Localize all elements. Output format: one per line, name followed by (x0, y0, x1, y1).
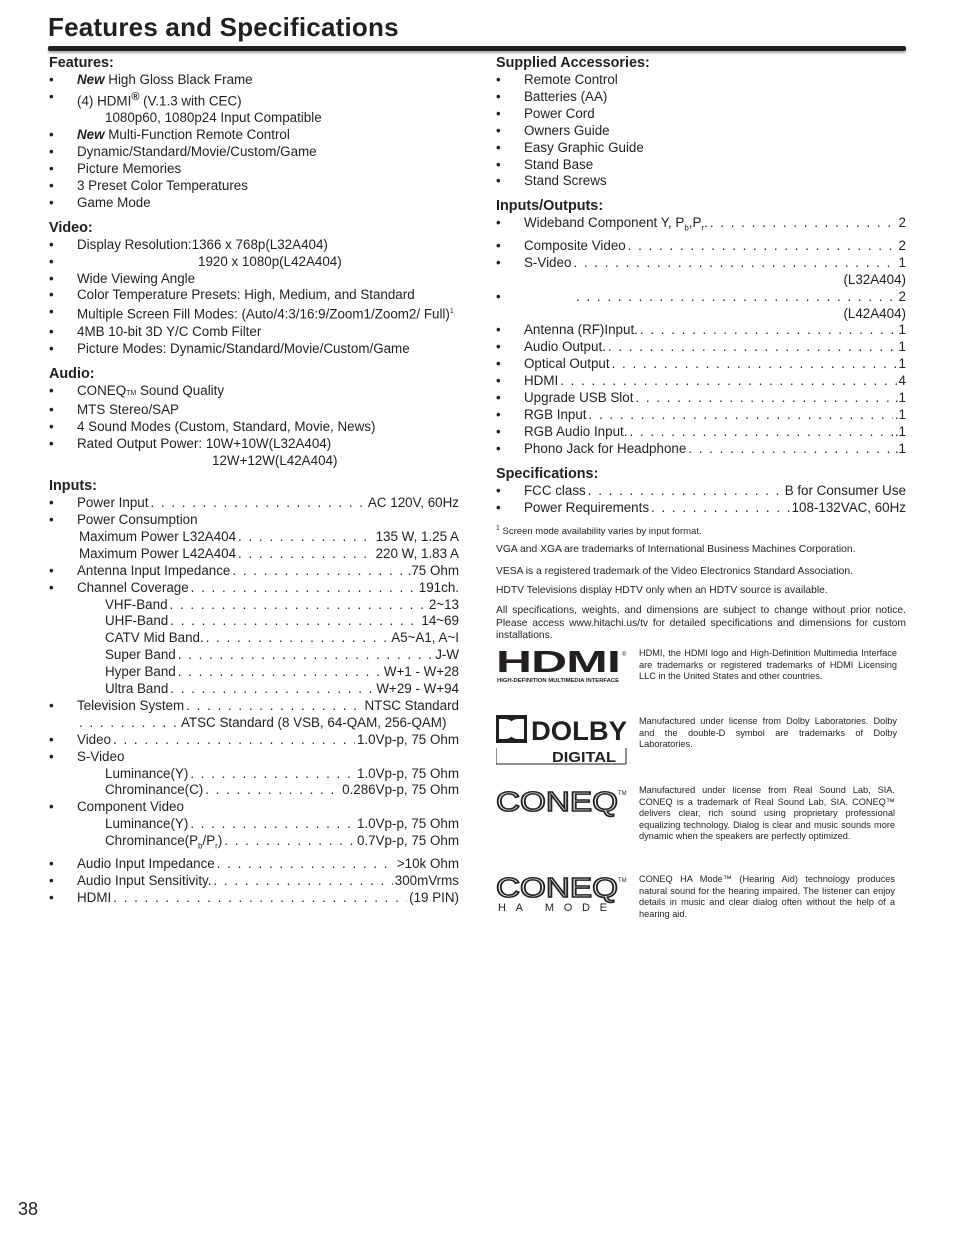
list-item: • CONEQTM Sound Quality (49, 382, 225, 398)
list-item: • 1920 x 1080p(L42A404) (49, 253, 342, 269)
list-item: • New High Gloss Black Frame (49, 72, 253, 87)
list-item: • Picture Modes: Dynamic/Standard/Movie/Custom/Game (49, 340, 410, 356)
list-item: • Easy Graphic Guide (496, 139, 644, 155)
spec-row: • Upgrade USB Slot . . . .1 (496, 390, 906, 407)
spec-row: Maximum Power L42A404 . . . 220 W, 1.83 A (49, 546, 459, 563)
list-item: 1080p60, 1080p24 Input Compatible (105, 110, 322, 126)
coneq-ha-logo-block (496, 873, 906, 923)
spec-row: • Power Input . . . AC 120V, 60Hz (49, 495, 459, 512)
spec-row: • S-Video . . . 1 (496, 255, 906, 272)
hdmi-trademark-text: HDMI, the HDMI logo and High-Definition Multimedia Interface are trademarks or registered trademarks of HDMI Licensing LLC in the United States and other countries. (639, 648, 897, 681)
list-item: • Stand Base (496, 156, 594, 172)
spec-row: • RGB Audio Input. . . . .1 (496, 424, 906, 441)
spec-row: $Chrominance(P_b/P_r)$ . . . 0.7Vp-p, 75 Ohm (49, 833, 459, 856)
spec-row: Ultra Band . . . W+29 - W+94 (49, 681, 459, 698)
left-column (49, 54, 459, 906)
spec-row: • Audio Input Impedance . . . >10k Ohm (49, 856, 459, 873)
hdtv-note: HDTV Televisions display HDTV only when an HDTV source is available. (496, 585, 828, 597)
spec-row: . . . ATSC Standard (8 VSB, 64-QAM, 256-QAM) (49, 715, 459, 732)
hdmi-logo-icon (496, 646, 630, 686)
spec-row: • RGB Input . . . .1 (496, 407, 906, 424)
svg-text:DIGITAL: DIGITAL (552, 749, 616, 766)
list-item: • Remote Control (496, 72, 618, 87)
svg-text:CONEQ: CONEQ (496, 786, 618, 817)
spec-row: • Component Video (49, 799, 184, 815)
list-item: • Owners Guide (496, 122, 610, 138)
spec-row: • . . . 2 (496, 289, 906, 306)
spec-row: • Power Consumption (49, 511, 198, 527)
coneq-ha-text: CONEQ HA Mode™ (Hearing Aid) technology produces natural sound for the hearing impaired. The listener can enjoy details in music and clear dialog often without the help of a hearing aid. (639, 874, 895, 919)
spec-row: • HDMI . . . 4 (496, 373, 906, 390)
dolby-trademark-text: Manufactured under license from Dolby Laboratories. Dolby and the double-D symbol are trademarks of Dolby Laboratories. (639, 716, 897, 749)
list-item: • Game Mode (49, 194, 151, 210)
spec-row: • Composite Video . . . 2 (496, 238, 906, 255)
svg-text:HA MODE: HA MODE (498, 902, 614, 914)
svg-text:TM: TM (618, 878, 627, 884)
model-note: (L42A404) (843, 305, 906, 321)
inputs-heading: Inputs: (49, 478, 97, 495)
hdmi-logo-block (496, 646, 906, 696)
list-item: • Wide Viewing Angle (49, 270, 196, 286)
spec-row: • Audio Input Sensitivity. . . . 300mVrms (49, 873, 459, 890)
coneq-logo-icon (496, 785, 630, 821)
list-item: • Rated Output Power: 10W+10W(L32A404) (49, 436, 332, 452)
trademark-note: VESA is a registered trademark of the Video Electronics Standard Association. (496, 565, 853, 577)
svg-text:HDMI: HDMI (496, 646, 620, 679)
svg-text:®: ® (622, 652, 627, 658)
spec-row: • Phono Jack for Headphone . . . .1 (496, 441, 906, 458)
spec-change-note: All specifications, weights, and dimensions are subject to change without prior notice. Please access www.hitachi.us/tv for detailed specifications and dimensions for custom installations. (496, 605, 906, 642)
list-item: • 3 Preset Color Temperatures (49, 177, 248, 193)
list-item: • Dynamic/Standard/Movie/Custom/Game (49, 144, 317, 160)
spec-row: • Wideband Component Y, $P_b,P_r$. . . . 2 (496, 215, 906, 238)
specs-heading: Specifications: (496, 465, 599, 482)
spec-row: • Audio Output. . . . 1 (496, 339, 906, 356)
spec-row: • FCC class . . . B for Consumer Use (496, 483, 906, 500)
list-item: • 4 Sound Modes (Custom, Standard, Movie, News) (49, 419, 376, 435)
spec-row: • Video . . . 1.0Vp-p, 75 Ohm (49, 732, 459, 749)
list-item: • Power Cord (496, 105, 595, 121)
spec-row: • Channel Coverage . . . 191ch. (49, 580, 459, 597)
spec-row: CATV Mid Band. . . . A5~A1, A~I (49, 630, 459, 647)
spec-row: • HDMI . . . (19 PIN) (49, 890, 459, 907)
list-item: • 4MB 10-bit 3D Y/C Comb Filter (49, 323, 262, 339)
list-item: • New Multi-Function Remote Control (49, 127, 290, 143)
spec-row: • Power Requirements . . . 108-132VAC, 60Hz (496, 500, 906, 517)
accessories-heading: Supplied Accessories: (496, 55, 650, 71)
spec-row: Luminance(Y) . . . 1.0Vp-p, 75 Ohm (49, 766, 459, 783)
list-item: • Display Resolution:1366 x 768p(L32A404) (49, 236, 328, 252)
list-item: 12W+12W(L42A404) (212, 453, 338, 469)
spec-row: • Television System . . . NTSC Standard (49, 698, 459, 715)
spec-row: Chrominance(C) . . . 0.286Vp-p, 75 Ohm (49, 782, 459, 799)
model-note: (L32A404) (843, 271, 906, 287)
spec-row: Super Band . . . J-W (49, 647, 459, 664)
footnote: $^1$ Screen mode availability varies by input format. (496, 524, 702, 537)
video-heading: Video: (49, 219, 93, 236)
page-title: Features and Specifications (48, 12, 399, 42)
list-item: • Color Temperature Presets: High, Medium, and Standard (49, 287, 415, 303)
spec-row: • Optical Output . . . 1 (496, 356, 906, 373)
svg-text:HIGH-DEFINITION MULTIMEDIA INT: HIGH-DEFINITION MULTIMEDIA INTERFACE (497, 678, 620, 684)
coneq-ha-logo-icon (496, 873, 630, 917)
spec-row: VHF-Band . . . 2~13 (49, 597, 459, 614)
dolby-logo-icon (496, 712, 630, 768)
spec-row: Hyper Band . . . W+1 - W+28 (49, 664, 459, 681)
svg-text:DOLBY: DOLBY (531, 716, 627, 746)
spec-row: UHF-Band . . . 14~69 (49, 613, 459, 630)
list-item: • Batteries (AA) (496, 88, 608, 104)
right-column (496, 54, 906, 643)
spec-row: • Antenna (RF)Input. . . . 1 (496, 322, 906, 339)
dolby-logo-block (496, 712, 906, 768)
svg-text:CONEQ: CONEQ (496, 873, 618, 903)
spec-row: Luminance(Y) . . . 1.0Vp-p, 75 Ohm (49, 816, 459, 833)
list-item: • Picture Memories (49, 161, 182, 176)
list-item: • MTS Stereo/SAP (49, 402, 179, 418)
list-item: • (4) HDMI® (V.1.3 with CEC) (49, 88, 242, 109)
list-item: • Stand Screws (496, 173, 607, 189)
svg-text:TM: TM (618, 791, 627, 797)
title-rule (48, 46, 906, 51)
features-heading: Features: (49, 55, 114, 71)
io-heading: Inputs/Outputs: (496, 198, 604, 215)
page-number: 38 (18, 1199, 39, 1219)
coneq-logo-block (496, 785, 906, 855)
spec-row: Maximum Power L32A404 . . . 135 W, 1.25 A (49, 529, 459, 546)
spec-row: • Antenna Input Impedance . . . .75 Ohm (49, 563, 459, 580)
spec-row: • S-Video (49, 748, 125, 764)
list-item: • Multiple Screen Fill Modes: (Auto/4:3/16:9/Zoom1/Zoom2/ Full)$^1$ (49, 304, 454, 322)
audio-heading: Audio: (49, 365, 95, 382)
coneq-trademark-text: Manufactured under license from Real Sound Lab, SIA. CONEQ is a trademark of Real Sound Lab, SIA. CONEQ™ delivers clear, rich sound using proprietary professional equalizing technology. Dialog is clear and music sounds more dynamic when the speakers are perfectly optimized. (639, 785, 895, 841)
trademark-note: VGA and XGA are trademarks of International Business Machines Corporation. (496, 544, 856, 556)
